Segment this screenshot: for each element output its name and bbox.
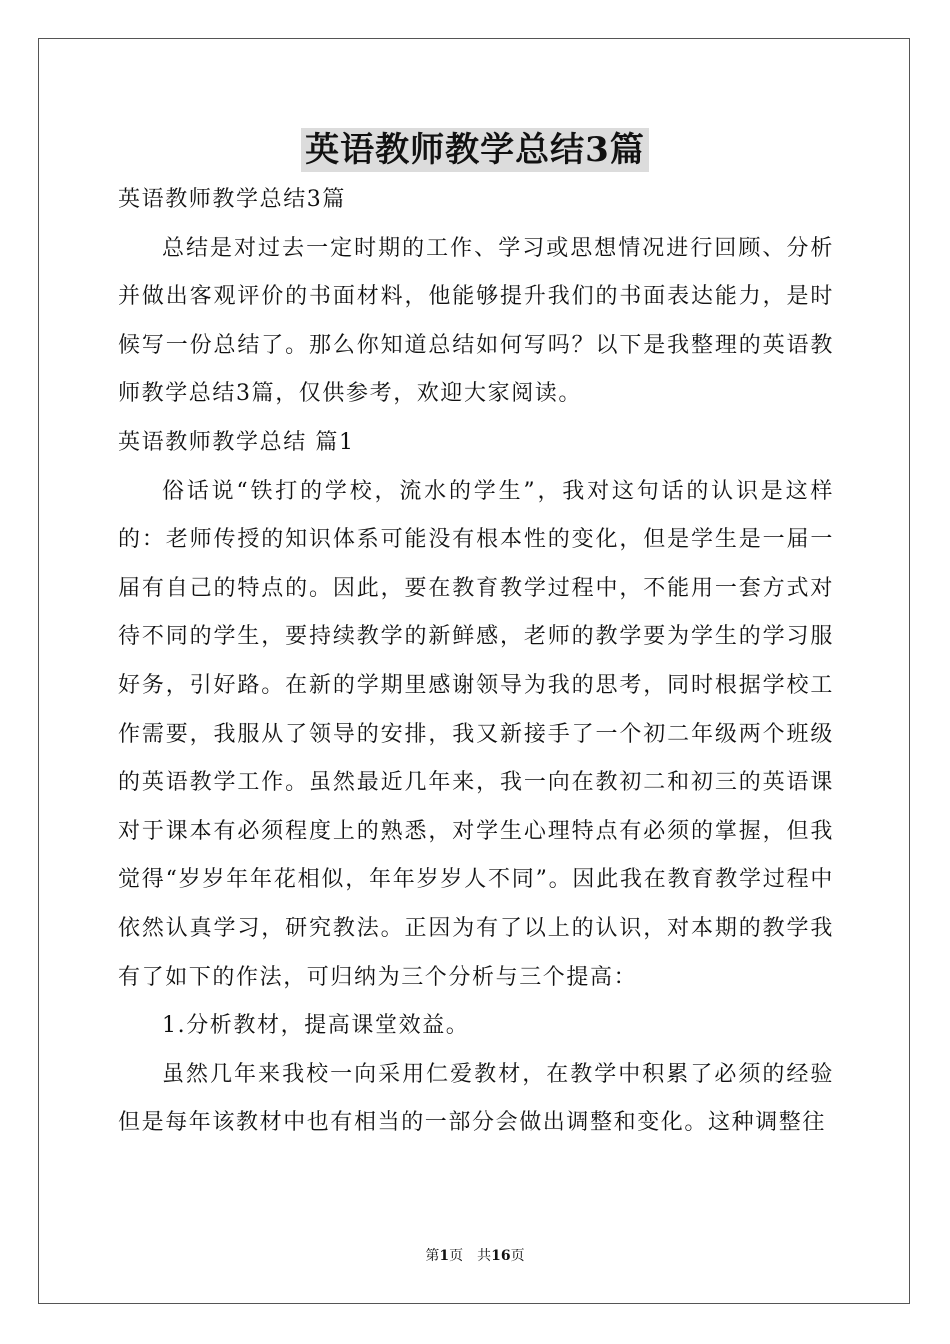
page-footer	[0, 1245, 950, 1265]
document-title	[0, 128, 950, 172]
footer-middle: 页 共	[449, 1248, 492, 1264]
paragraph-body-continued: 虽然几年来我校一向采用仁爱教材，在教学中积累了必须的经验但是每年该教材中也有相当的一部分会做出调整和变化。这种调整往	[118, 1061, 834, 1136]
document-body	[118, 176, 834, 1148]
footer-total-pages: 16	[491, 1248, 511, 1264]
paragraph-subtitle: 英语教师教学总结3篇	[118, 187, 346, 212]
paragraph-body: 俗话说“铁打的学校，流水的学生”，我对这句话的认识是这样的：老师传授的知识体系可能没有根本性的变化，但是学生是一届一届有自己的特点的。因此，要在教育教学过程中，不能用一套方式对待不同的学生，要持续教学的新鲜感，老师的教学要为学生的学习服好务，引好路。在新的学期里感谢领导为我的思考，同时根据学校工作需要，我服从了领导的安排，我又新接手了一个初二年级两个班级的英语教学工作。虽然最近几年来，我一向在教初二和初三的英语课对于课本有必须程度上的熟悉，对学生心理特点有必须的掌握，但我觉得“岁岁年年花相似，年年岁岁人不同”。因此我在教育教学过程中依然认真学习，研究教法。正因为有了以上的认识，对本期的教学我有了如下的作法，可归纳为三个分析与三个提高：	[118, 478, 834, 990]
paragraph-list-item: 1.分析教材，提高课堂效益。	[162, 1013, 470, 1039]
paragraph-section-heading: 英语教师教学总结 篇1	[118, 429, 355, 455]
paragraph-intro: 总结是对过去一定时期的工作、学习或思想情况进行回顾、分析并做出客观评价的书面材料，他能够提升我们的书面表达能力，是时候写一份总结了。那么你知道总结如何写吗？以下是我整理的英语教师教学总结3篇，仅供参考，欢迎大家阅读。	[118, 235, 834, 407]
footer-suffix: 页	[510, 1248, 525, 1264]
footer-prefix: 第	[425, 1248, 440, 1264]
document-title-text: 英语教师教学总结3篇	[301, 128, 649, 172]
footer-current-page: 1	[439, 1248, 450, 1264]
